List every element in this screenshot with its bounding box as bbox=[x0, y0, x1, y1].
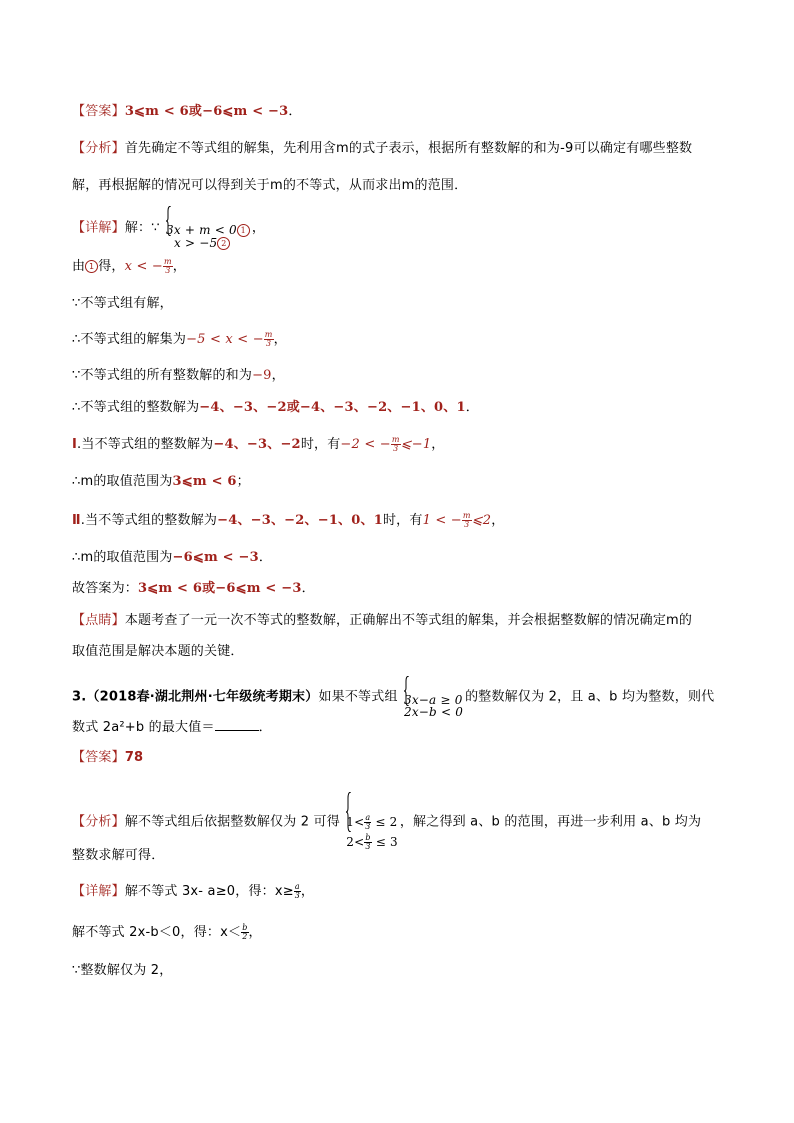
case-1-expr: −2 < − bbox=[340, 437, 391, 452]
comment-line-1 bbox=[72, 612, 692, 630]
solution-set-expr: −5 < x < − bbox=[186, 332, 264, 347]
detail-text: ∵整数解仅为 2， bbox=[72, 963, 173, 978]
analysis-text-cont: 整数求解可得． bbox=[72, 848, 165, 863]
analysis-text-cont: 解，再根据解的情况可以得到关于m的不等式，从而求出m的范围． bbox=[72, 178, 468, 193]
answer-tag: 【答案】 bbox=[72, 750, 125, 765]
case-1-result bbox=[72, 473, 250, 491]
analysis-line-2 bbox=[72, 177, 467, 195]
fraction-a-3: $\frac{a}{3}$ bbox=[294, 882, 300, 900]
period: ． bbox=[288, 104, 302, 119]
case-1-line bbox=[72, 436, 445, 454]
final-answer-text: 故答案为： bbox=[72, 581, 139, 596]
analysis-line-1 bbox=[72, 140, 692, 158]
system-row-1: 3x−a ≥ 0 bbox=[404, 693, 463, 707]
analysis-tag: 【分析】 bbox=[72, 814, 125, 830]
analysis-line-3 bbox=[72, 792, 701, 852]
inequality-system-1 bbox=[166, 206, 250, 250]
solution-set-text: ∴不等式组的解集为 bbox=[72, 332, 187, 347]
case-2-solutions: −4、−3、−2、−1、0、1 bbox=[217, 513, 383, 528]
case-2-marker: Ⅱ bbox=[72, 513, 81, 528]
sum-text: ∵不等式组的所有整数解的和为 bbox=[72, 368, 253, 383]
left-brace-icon bbox=[346, 792, 352, 832]
detail-tag: 【详解】 bbox=[72, 884, 125, 899]
analysis-text: 首先确定不等式组的解集，先利用含m的式子表示，根据所有整数解的和为-9可以确定有哪些整数 bbox=[124, 141, 693, 156]
analysis-text-pre: 解不等式组后依据整数解仅为 2 可得 bbox=[124, 814, 340, 830]
circled-1-ref: 1 bbox=[85, 260, 98, 273]
problem-text-pre: 如果不等式组 bbox=[318, 689, 398, 705]
case-2-result bbox=[72, 549, 272, 567]
case-2-expr-2: ⩽2 bbox=[471, 513, 492, 528]
circled-1: 1 bbox=[237, 224, 250, 237]
case-1-text: .当不等式组的整数解为 bbox=[77, 437, 214, 452]
range-text: ∴m的取值范围为 bbox=[72, 474, 173, 489]
final-answer-line bbox=[72, 580, 315, 598]
system-row-1: 3x + m < 0 bbox=[166, 223, 237, 237]
detail-text: 解不等式 2x-b＜0，得：x＜ bbox=[72, 925, 242, 940]
fraction-m-3: $\frac{m}{3}$ bbox=[391, 435, 400, 453]
comment-text: 本题考查了一元一次不等式的整数解，正确解出不等式组的解集，并会根据整数解的情况确定m的 bbox=[124, 613, 693, 628]
case-1-mid: 时，有 bbox=[300, 437, 341, 452]
answer-tag: 【答案】 bbox=[72, 104, 125, 119]
problem-number: 3. bbox=[72, 689, 87, 705]
fraction-system: 1< $\frac{a}{3}$ ≤ 2 2< $\frac{b}{3}$ ≤ 3 bbox=[346, 792, 398, 852]
detail-line-3 bbox=[72, 295, 173, 313]
system-row-2: 2x−b < 0 bbox=[404, 705, 464, 719]
comma: ， bbox=[172, 259, 186, 274]
left-brace-icon bbox=[166, 206, 172, 236]
fraction-m-3: $\frac{m}{3}$ bbox=[164, 257, 172, 275]
period: ． bbox=[465, 400, 479, 415]
period: ． bbox=[301, 581, 315, 596]
problem-text-post: 的整数解仅为 2，且 a、b 均为整数，则代 bbox=[465, 689, 715, 705]
comma: ， bbox=[251, 220, 266, 236]
comma: ， bbox=[431, 437, 445, 452]
detail-text: 解不等式 3x- a≥0，得：x≥ bbox=[124, 884, 294, 899]
sum-value: −9 bbox=[252, 368, 272, 383]
analysis-line-4 bbox=[72, 847, 164, 865]
from-text: 由 bbox=[72, 259, 86, 274]
semicolon: ； bbox=[236, 474, 250, 489]
detail-tag: 【详解】 bbox=[72, 220, 125, 236]
comma: ， bbox=[271, 368, 285, 383]
range-value: 3⩽m < 6 bbox=[172, 474, 237, 489]
fraction-m-3: $\frac{m}{3}$ bbox=[264, 330, 273, 348]
analysis-tag: 【分析】 bbox=[72, 141, 125, 156]
inequality-system-2 bbox=[404, 676, 463, 718]
comment-tag: 【点睛】 bbox=[72, 613, 125, 628]
problem-3-line-1 bbox=[72, 676, 714, 718]
range-text: ∴m的取值范围为 bbox=[72, 550, 173, 565]
period: ． bbox=[258, 550, 273, 565]
detail-line-8 bbox=[72, 924, 262, 942]
case-2-line bbox=[72, 512, 504, 530]
case-2-text: .当不等式组的整数解为 bbox=[80, 513, 218, 528]
final-answer-value: 3⩽m < 6或−6⩽m < −3 bbox=[138, 581, 302, 596]
problem-3-line-2 bbox=[72, 718, 272, 737]
comment-line-2 bbox=[72, 643, 244, 661]
answer-blank bbox=[215, 718, 259, 731]
case-1-solutions: −4、−3、−2 bbox=[213, 437, 301, 452]
left-brace-icon bbox=[404, 676, 410, 706]
comma: ， bbox=[273, 332, 287, 347]
comma: ， bbox=[491, 513, 505, 528]
detail-line-9 bbox=[72, 962, 172, 980]
has-solution-text: ∵不等式组有解， bbox=[72, 296, 173, 311]
detail-line-2 bbox=[72, 258, 186, 276]
detail-pre: 解：∵ bbox=[124, 220, 160, 236]
circled-2: 2 bbox=[217, 237, 230, 250]
case-1-marker: Ⅰ bbox=[72, 437, 78, 452]
fraction-b-2: $\frac{b}{2}$ bbox=[242, 923, 248, 941]
range-value: −6⩽m < −3 bbox=[172, 550, 259, 565]
detail-line-6 bbox=[72, 399, 479, 417]
integer-solutions-text: ∴不等式组的整数解为 bbox=[72, 400, 200, 415]
detail-line-5 bbox=[72, 367, 285, 385]
comma: ， bbox=[248, 925, 262, 940]
comma: ， bbox=[300, 884, 315, 899]
detail-line-1 bbox=[72, 206, 265, 250]
answer-line-1 bbox=[72, 103, 302, 121]
comment-text-cont: 取值范围是解决本题的关键． bbox=[72, 644, 244, 659]
fraction-m-3: $\frac{m}{3}$ bbox=[462, 511, 471, 529]
detail-line-4 bbox=[72, 331, 287, 349]
get-text: 得， bbox=[98, 259, 125, 274]
case-2-mid: 时，有 bbox=[382, 513, 423, 528]
problem-text: 数式 2a²+b 的最大值＝ bbox=[72, 720, 215, 735]
detail-line-7 bbox=[72, 883, 314, 901]
answer-value: 78 bbox=[124, 750, 144, 765]
period: ． bbox=[258, 720, 272, 735]
integer-solutions-value: −4、−3、−2或−4、−3、−2、−1、0、1 bbox=[199, 400, 466, 415]
case-1-expr-2: ⩽−1 bbox=[400, 437, 432, 452]
inequality-expr: x < − bbox=[124, 259, 163, 274]
answer-value: 3⩽m < 6或−6⩽m < −3 bbox=[124, 104, 289, 119]
problem-source: （2018春·湖北荆州·七年级统考期末） bbox=[86, 689, 319, 705]
analysis-text-post: ，解之得到 a、b 的范围，再进一步利用 a、b 均为 bbox=[399, 814, 702, 830]
system-row-2: x > −5 bbox=[174, 236, 218, 250]
case-2-expr: 1 < − bbox=[422, 513, 462, 528]
answer-line-2 bbox=[72, 749, 143, 767]
